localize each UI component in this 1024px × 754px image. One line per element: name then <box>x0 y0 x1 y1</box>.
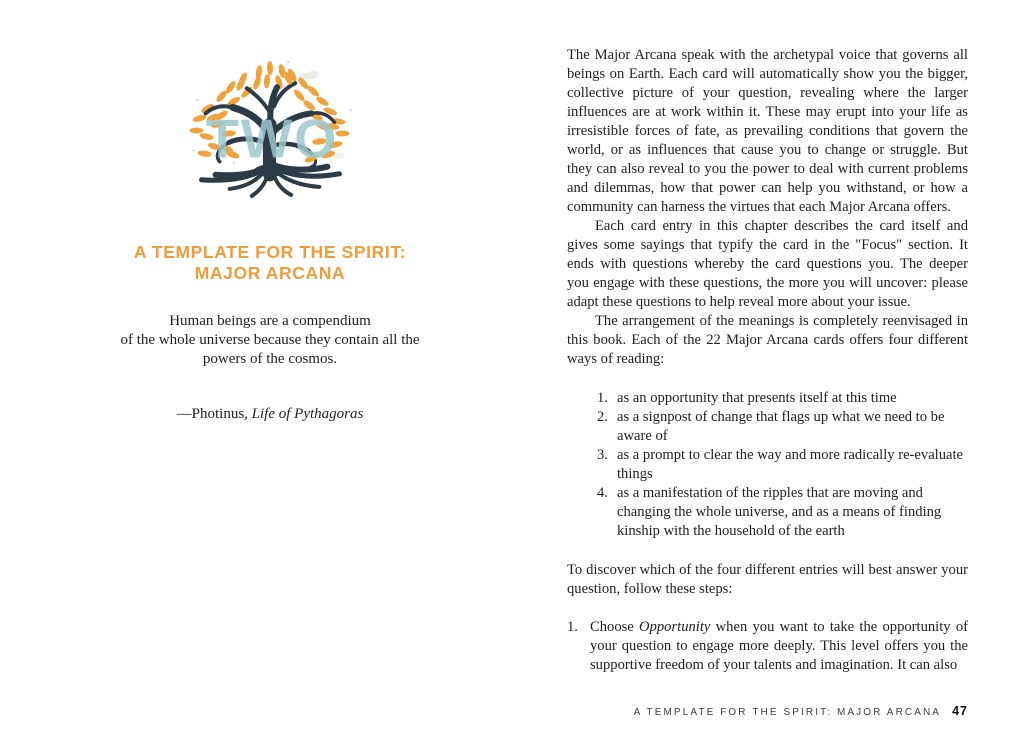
ways-list-item: as a manifestation of the ripples that are moving and changing the whole universe, and as a means of finding kinship with the household of the earth <box>617 485 942 539</box>
ways-list-item: as an opportunity that presents itself at this time <box>617 390 897 406</box>
steps-list-item <box>567 618 968 675</box>
step-keyword: Opportunity <box>639 619 711 635</box>
attribution-author: —Photinus, <box>176 406 252 422</box>
chapter-title-line2: MAJOR ARCANA <box>194 263 346 283</box>
ways-list-item: as a signpost of change that flags up what we need to be aware of <box>617 409 945 444</box>
running-head: A TEMPLATE FOR THE SPIRIT: MAJOR ARCANA <box>633 707 942 718</box>
page-footer <box>634 702 968 720</box>
left-page-content <box>58 0 482 423</box>
ways-list-item: as a prompt to clear the way and more radically re-evaluate things <box>617 447 964 482</box>
epigraph-attribution <box>58 406 482 423</box>
paragraph-intro: The Major Arcana speak with the archetypal voice that governs all beings on Earth. Each card will automatically show you the bigger, collective picture of your question, revealing where the larger influences are at work within it. These may erupt into your life as irresistible forces of fate, as prevailing conditions that govern the world, or as influences that cause you to change or struggle. But they can also reveal to you the power to deal with current problems and dilemmas, how that power can help you withstand, or how a community can harness the virtues that each Major Arcana offers. <box>567 47 968 215</box>
chapter-title-line1: A TEMPLATE FOR THE SPIRIT: <box>133 242 407 262</box>
epigraph-line: Human beings are a compendium <box>169 313 371 329</box>
tree-icon <box>168 54 372 210</box>
step-text-pre: Choose <box>590 619 640 635</box>
paragraph-steps-intro: To discover which of the four different entries will best answer your question, follow these steps: <box>567 562 968 597</box>
chapter-title <box>58 242 482 284</box>
ways-of-reading-list <box>567 389 968 541</box>
chapter-tree-illustration <box>168 54 372 210</box>
epigraph-line: powers of the cosmos. <box>202 351 338 367</box>
paragraph-card-entry: Each card entry in this chapter describes the card itself and gives some sayings that typify the card in the "Focus" section. It ends with questions whereby the card questions you. The deeper you engage with these questions, the more you will uncover: please adapt these questions to help reveal more about your issue. <box>567 218 968 310</box>
paragraph-arrangement: The arrangement of the meanings is completely reenvisaged in this book. Each of the 22 Major Arcana cards offers four different ways of reading: <box>567 313 968 367</box>
right-page <box>512 0 1024 754</box>
epigraph-line: of the whole universe because they contain all the <box>120 332 420 348</box>
chapter-number: TWO <box>205 108 339 170</box>
attribution-work-title: Life of Pythagoras <box>251 406 364 422</box>
steps-list <box>567 618 968 675</box>
page-number: 47 <box>952 704 968 718</box>
epigraph <box>58 312 482 369</box>
step-text-post: when you want to take the opportunity of your question to engage more deeply. This level offers you the supportive freedom of your talents and imagination. It can also <box>590 619 968 673</box>
